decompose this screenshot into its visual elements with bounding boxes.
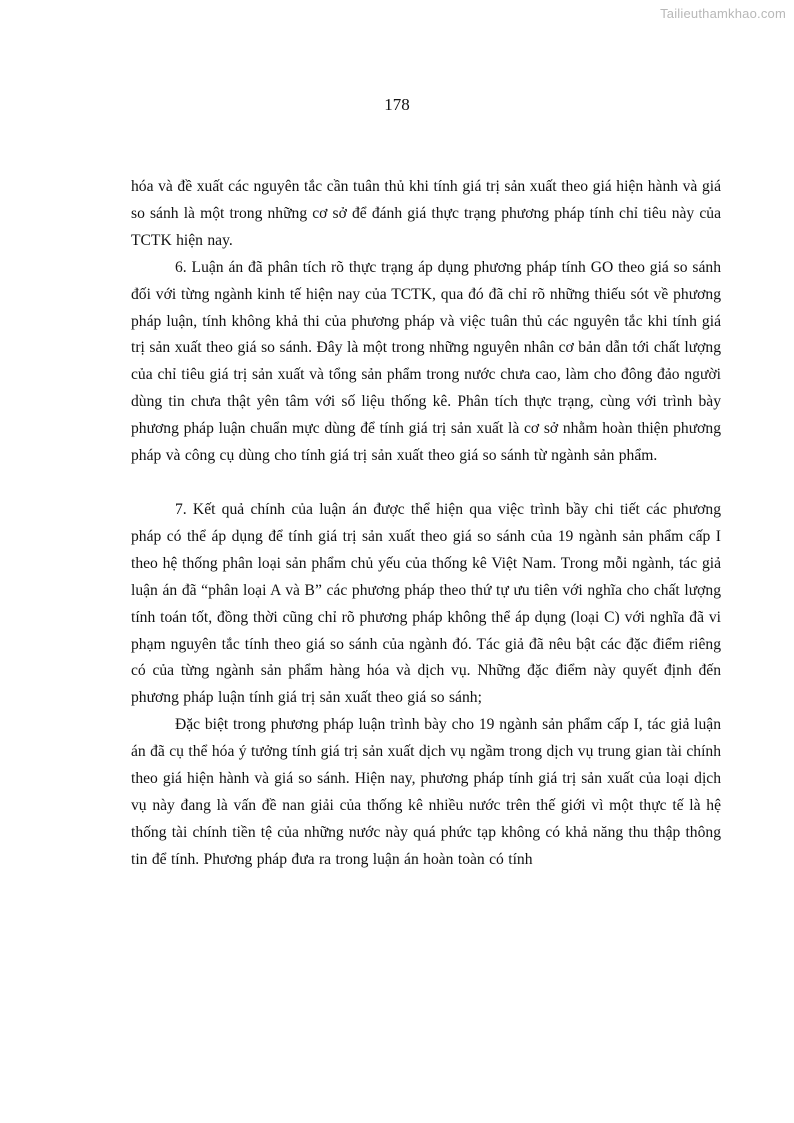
body-text — [131, 174, 721, 874]
watermark: Tailieuthamkhao.com — [660, 6, 786, 21]
page-number: 178 — [384, 95, 410, 114]
paragraph-special-note: Đặc biệt trong phương pháp luận trình bày cho 19 ngành sản phẩm cấp I, tác giả luận án đã cụ thể hóa ý tưởng tính giá trị sản xuất dịch vụ ngầm trong dịch vụ trung gian tài chính theo giá hiện hành và giá so sánh. Hiện nay, phương pháp tính giá trị sản xuất của loại dịch vụ này đang là vấn đề nan giải của thống kê nhiều nước trên thế giới vì một thực tế là hệ thống tài chính tiền tệ của những nước này quá phức tạp không có khả năng thu thập thông tin để tính. Phương pháp đưa ra trong luận án hoàn toàn có tính — [131, 716, 721, 868]
paragraph-item-7: 7. Kết quả chính của luận án được thể hiện qua việc trình bầy chi tiết các phương pháp có thể áp dụng để tính giá trị sản xuất theo giá so sánh của 19 ngành sản phẩm cấp I theo hệ thống phân loại sản phẩm chủ yếu của thống kê Việt Nam. Trong mỗi ngành, tác giả luận án đã “phân loại A và B” các phương pháp theo thứ tự ưu tiên với nghĩa cho chất lượng tính toán tốt, đồng thời cũng chỉ rõ phương pháp không thể áp dụng (loại C) với nghĩa đã vi phạm nguyên tắc tính theo giá so sánh của ngành đó. Tác giả đã nêu bật các đặc điểm riêng có của từng ngành sản phẩm hàng hóa và dịch vụ. Những đặc điểm này quyết định đến phương pháp luận tính giá trị sản xuất theo giá so sánh; — [131, 500, 721, 707]
paragraph-continuation: hóa và đề xuất các nguyên tắc cần tuân thủ khi tính giá trị sản xuất theo giá hiện hành và giá so sánh là một trong những cơ sở để đánh giá thực trạng phương pháp tính chỉ tiêu này của TCTK hiện nay. — [131, 178, 721, 249]
paragraph-item-6: 6. Luận án đã phân tích rõ thực trạng áp dụng phương pháp tính GO theo giá so sánh đối với từng ngành kinh tế hiện nay của TCTK, qua đó đã chỉ rõ những thiếu sót về phương pháp luận, tính không khả thi của phương pháp và việc tuân thủ các nguyên tắc khi tính giá trị sản xuất theo giá so sánh. Đây là một trong những nguyên nhân cơ bản dẫn tới chất lượng của chỉ tiêu giá trị sản xuất và tổng sản phẩm trong nước chưa cao, làm cho đông đảo người dùng tin chưa thật yên tâm với số liệu thống kê. Phân tích thực trạng, cùng với trình bày phương pháp luận chuẩn mực dùng để tính giá trị sản xuất là cơ sở nhằm hoàn thiện phương pháp và công cụ dùng cho tính giá trị sản xuất theo giá so sánh từ ngành sản phẩm. — [131, 258, 721, 465]
